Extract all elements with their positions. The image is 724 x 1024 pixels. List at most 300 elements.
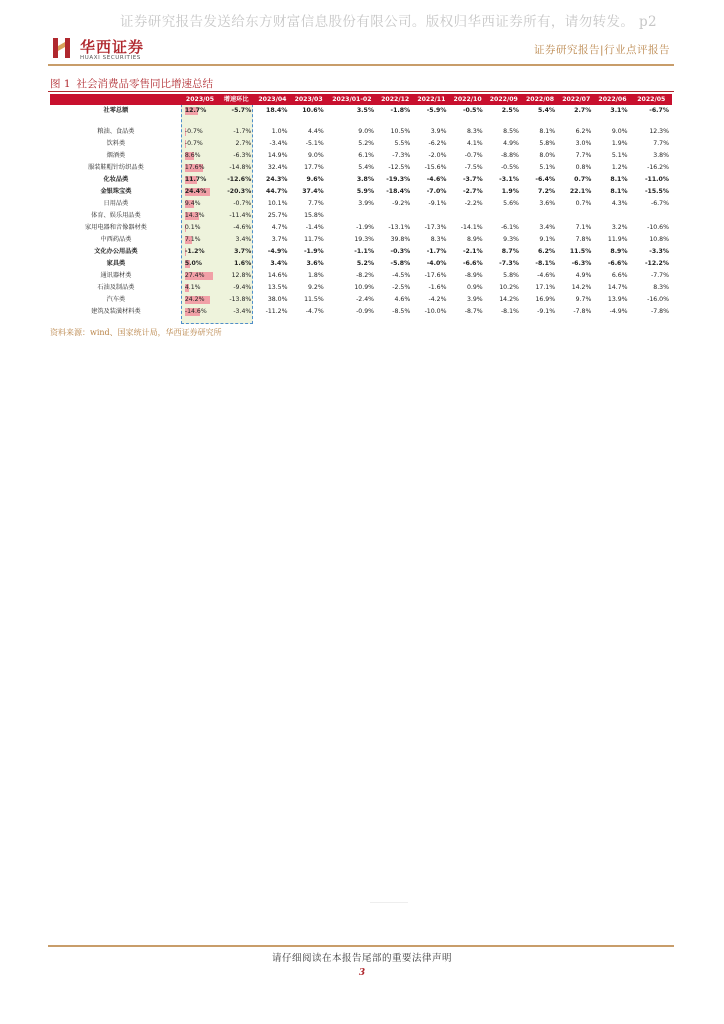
- category-label: 建筑及装潢材料类: [91, 308, 141, 315]
- value-cell: 3.6%: [306, 260, 324, 267]
- cell-value: -14.6%: [184, 308, 207, 315]
- value-cell: -11.2%: [265, 308, 288, 315]
- value-cell: 5.8%: [539, 140, 556, 147]
- yoy-may-cell: [182, 294, 218, 306]
- table-row: [50, 258, 672, 270]
- value-cell: [522, 210, 558, 222]
- category-label: 体育、娱乐用品类: [91, 212, 141, 219]
- mom-change-cell: 12.8%: [231, 272, 252, 279]
- mom-change-cell: 3.7%: [234, 248, 252, 255]
- value-cell: 10.9%: [354, 284, 375, 291]
- column-header: 2023/05: [182, 94, 218, 105]
- yoy-may-cell: [182, 126, 218, 138]
- value-cell: -6.2%: [428, 140, 447, 147]
- cell-value: 4.1%: [184, 284, 201, 291]
- cell-value: 14.3%: [184, 212, 205, 219]
- mom-change-cell: -12.6%: [227, 176, 252, 183]
- value-cell: 5.2%: [358, 140, 375, 147]
- table-row: [50, 105, 672, 117]
- value-cell: 17.7%: [304, 164, 324, 171]
- table-row: [50, 162, 672, 174]
- value-cell: -1.4%: [305, 224, 324, 231]
- value-cell: 5.1%: [539, 164, 556, 171]
- column-header: 2022/12: [377, 94, 413, 105]
- figure-title-divider: [48, 91, 674, 92]
- value-cell: 3.7%: [271, 236, 288, 243]
- cell-value: 5.0%: [184, 260, 203, 267]
- category-label: 粮油、食品类: [97, 128, 135, 135]
- value-cell: -9.2%: [392, 200, 411, 207]
- logo-en-text: HUAXI SECURITIES: [80, 55, 141, 61]
- value-cell: 15.8%: [304, 212, 324, 219]
- value-cell: -8.5%: [392, 308, 411, 315]
- table-row: [50, 126, 672, 138]
- value-cell: -12.2%: [644, 260, 669, 267]
- value-cell: -8.9%: [464, 272, 483, 279]
- value-cell: -4.9%: [267, 248, 288, 255]
- yoy-may-cell: [182, 246, 218, 258]
- value-cell: 11.9%: [607, 236, 628, 243]
- category-label: 化妆品类: [103, 176, 129, 183]
- category-label: 文化办公用品类: [94, 248, 138, 255]
- mom-change-cell: 1.6%: [234, 260, 252, 267]
- databar-wrap: [185, 270, 215, 282]
- footer-divider: [48, 945, 674, 947]
- value-cell: 1.2%: [611, 164, 628, 171]
- report-type: 证券研究报告|行业点评报告: [533, 44, 670, 56]
- value-cell: -7.0%: [426, 188, 447, 195]
- value-cell: 3.6%: [539, 200, 556, 207]
- value-cell: -6.3%: [571, 260, 592, 267]
- value-cell: 14.2%: [499, 296, 519, 303]
- table-header-row: [50, 94, 672, 105]
- table-row: [50, 186, 672, 198]
- value-cell: 8.3%: [430, 236, 447, 243]
- value-cell: 9.1%: [539, 236, 556, 243]
- table-row: [50, 150, 672, 162]
- value-cell: 10.2%: [499, 284, 519, 291]
- value-cell: [327, 210, 377, 222]
- yoy-may-cell: [182, 222, 218, 234]
- value-cell: 11.5%: [304, 296, 324, 303]
- category-label: 饮料类: [106, 140, 126, 147]
- value-cell: 10.6%: [302, 107, 324, 114]
- value-cell: [486, 210, 522, 222]
- table-row: [50, 306, 672, 318]
- value-cell: 0.7%: [574, 176, 592, 183]
- category-label: 金银珠宝类: [100, 188, 132, 195]
- yoy-may-cell: [182, 210, 218, 222]
- value-cell: 5.2%: [356, 260, 375, 267]
- value-cell: [377, 210, 413, 222]
- spacer-cell: [50, 117, 672, 126]
- table-row: [50, 198, 672, 210]
- value-cell: -11.0%: [644, 176, 669, 183]
- value-cell: 3.4%: [270, 260, 288, 267]
- value-cell: -17.6%: [424, 272, 447, 279]
- value-cell: 8.0%: [539, 152, 556, 159]
- value-cell: -15.6%: [424, 164, 447, 171]
- value-cell: 13.9%: [607, 296, 628, 303]
- value-cell: 4.3%: [611, 200, 628, 207]
- value-cell: -2.7%: [462, 188, 483, 195]
- table-row: [50, 174, 672, 186]
- databar-wrap: [185, 294, 215, 306]
- yoy-may-cell: [182, 258, 218, 270]
- value-cell: 11.5%: [569, 248, 592, 255]
- yoy-may-cell: [182, 186, 218, 198]
- value-cell: 7.7%: [575, 152, 592, 159]
- category-label: 石油及制品类: [97, 284, 135, 291]
- value-cell: -3.3%: [649, 248, 669, 255]
- huaxi-logo: [52, 36, 172, 66]
- value-cell: -5.1%: [305, 140, 324, 147]
- yoy-may-cell: [182, 105, 218, 117]
- value-cell: -0.7%: [464, 152, 483, 159]
- databar-wrap: [185, 186, 215, 198]
- value-cell: -8.7%: [464, 308, 483, 315]
- value-cell: 10.8%: [649, 236, 669, 243]
- value-cell: -7.3%: [392, 152, 411, 159]
- logo-cn-text: 华西证券: [80, 38, 145, 56]
- column-header: 2022/06: [594, 94, 630, 105]
- value-cell: -4.6%: [537, 272, 556, 279]
- value-cell: -0.3%: [390, 248, 411, 255]
- value-cell: -6.7%: [649, 107, 669, 114]
- value-cell: 5.8%: [503, 272, 519, 279]
- value-cell: -1.8%: [390, 107, 411, 114]
- spacer-row: [50, 117, 672, 126]
- value-cell: 1.8%: [307, 272, 324, 279]
- value-cell: 2.5%: [501, 107, 519, 114]
- value-cell: -0.5%: [500, 164, 519, 171]
- databar-wrap: [185, 222, 215, 234]
- value-cell: -9.1%: [428, 200, 447, 207]
- value-cell: 3.8%: [356, 176, 375, 183]
- category-label: 日用品类: [103, 200, 129, 207]
- value-cell: 37.4%: [302, 188, 324, 195]
- table-row: [50, 222, 672, 234]
- mom-change-cell: -0.7%: [233, 200, 252, 207]
- value-cell: 10.1%: [267, 200, 288, 207]
- value-cell: 7.1%: [575, 224, 592, 231]
- column-header: 2022/07: [558, 94, 594, 105]
- value-cell: 12.3%: [649, 128, 669, 135]
- yoy-may-cell: [182, 282, 218, 294]
- value-cell: 13.5%: [267, 284, 288, 291]
- faint-divider: [370, 902, 408, 903]
- value-cell: -14.1%: [460, 224, 483, 231]
- value-cell: 4.9%: [575, 272, 592, 279]
- yoy-may-cell: [182, 306, 218, 318]
- value-cell: 0.8%: [575, 164, 592, 171]
- value-cell: 6.2%: [537, 248, 556, 255]
- databar-wrap: [185, 282, 215, 294]
- value-cell: -7.3%: [499, 260, 519, 267]
- value-cell: -4.9%: [609, 308, 628, 315]
- cell-value: 11.7%: [184, 176, 207, 183]
- value-cell: -2.2%: [464, 200, 483, 207]
- mom-change-cell: -20.3%: [227, 188, 252, 195]
- value-cell: 14.2%: [571, 284, 592, 291]
- value-cell: -6.4%: [535, 176, 556, 183]
- value-cell: 8.5%: [503, 128, 519, 135]
- databar-wrap: [185, 234, 215, 246]
- column-header: 2022/05: [631, 94, 672, 105]
- yoy-may-cell: [182, 198, 218, 210]
- value-cell: -9.1%: [537, 308, 556, 315]
- value-cell: 3.2%: [611, 224, 628, 231]
- value-cell: -16.2%: [647, 164, 669, 171]
- watermark: 证券研究报告发送给东方财富信息股份有限公司。版权归华西证券所有，请勿转发。 p2: [120, 14, 658, 30]
- value-cell: 3.0%: [575, 140, 592, 147]
- column-header: 2023/01-02: [327, 94, 377, 105]
- cell-value: 0.1%: [184, 224, 201, 231]
- value-cell: 14.7%: [607, 284, 628, 291]
- value-cell: -12.5%: [388, 164, 411, 171]
- value-cell: 5.4%: [358, 164, 375, 171]
- value-cell: -4.5%: [392, 272, 411, 279]
- value-cell: 10.5%: [390, 128, 411, 135]
- value-cell: 1.9%: [501, 188, 519, 195]
- category-label: 服装鞋帽针纺织品类: [88, 164, 144, 171]
- value-cell: 9.6%: [306, 176, 324, 183]
- value-cell: 18.4%: [266, 107, 288, 114]
- cell-value: 7.1%: [184, 236, 201, 243]
- yoy-may-cell: [182, 162, 218, 174]
- value-cell: 4.7%: [271, 224, 288, 231]
- mom-change-cell: 2.7%: [235, 140, 252, 147]
- value-cell: -3.4%: [269, 140, 288, 147]
- value-cell: 0.7%: [575, 200, 592, 207]
- value-cell: 9.0%: [358, 128, 375, 135]
- category-label: 社零总额: [103, 107, 129, 114]
- value-cell: -7.5%: [464, 164, 483, 171]
- column-header: 增速环比: [218, 94, 254, 105]
- databar-wrap: [185, 258, 215, 270]
- value-cell: 1.9%: [611, 140, 628, 147]
- value-cell: 16.9%: [535, 296, 556, 303]
- table-row: [50, 138, 672, 150]
- value-cell: 8.3%: [466, 128, 483, 135]
- databar-wrap: [185, 126, 215, 138]
- value-cell: 9.3%: [503, 236, 519, 243]
- header-blank: [50, 94, 182, 105]
- table-row: [50, 234, 672, 246]
- value-cell: -6.1%: [500, 224, 519, 231]
- value-cell: -7.8%: [573, 308, 592, 315]
- column-header: 2022/10: [449, 94, 485, 105]
- value-cell: 3.8%: [653, 152, 669, 159]
- value-cell: -4.2%: [428, 296, 447, 303]
- yoy-may-cell: [182, 138, 218, 150]
- value-cell: 22.1%: [569, 188, 592, 195]
- mom-change-cell: -9.4%: [233, 284, 252, 291]
- value-cell: -2.0%: [428, 152, 447, 159]
- cell-value: -0.7%: [184, 128, 203, 135]
- value-cell: -2.4%: [356, 296, 375, 303]
- mom-change-cell: -5.7%: [231, 107, 252, 114]
- value-cell: -2.5%: [392, 284, 411, 291]
- value-cell: -4.0%: [426, 260, 447, 267]
- value-cell: 5.6%: [503, 200, 519, 207]
- category-label: 通讯器材类: [100, 272, 132, 279]
- value-cell: 11.7%: [304, 236, 324, 243]
- cell-value: 27.4%: [184, 272, 205, 279]
- column-header: 2023/03: [291, 94, 327, 105]
- cell-value: 12.7%: [184, 107, 207, 114]
- table-row: [50, 282, 672, 294]
- value-cell: -13.1%: [388, 224, 411, 231]
- value-cell: 3.9%: [358, 200, 375, 207]
- value-cell: -5.9%: [426, 107, 447, 114]
- databar-wrap: [185, 174, 215, 186]
- value-cell: 14.9%: [267, 152, 288, 159]
- mom-change-cell: -3.4%: [233, 308, 252, 315]
- value-cell: -10.6%: [647, 224, 669, 231]
- value-cell: 44.7%: [266, 188, 288, 195]
- value-cell: [594, 210, 630, 222]
- databar-wrap: [185, 162, 215, 174]
- table-row: [50, 270, 672, 282]
- value-cell: -8.1%: [535, 260, 556, 267]
- databar-wrap: [185, 210, 215, 222]
- legal-disclaimer: 请仔细阅读在本报告尾部的重要法律声明: [271, 953, 452, 964]
- figure-title: [50, 76, 219, 91]
- column-header: 2022/09: [486, 94, 522, 105]
- value-cell: -19.3%: [386, 176, 411, 183]
- value-cell: -8.2%: [356, 272, 375, 279]
- value-cell: -1.9%: [303, 248, 324, 255]
- category-label: 中西药品类: [100, 236, 132, 243]
- value-cell: -1.6%: [428, 284, 447, 291]
- value-cell: -3.1%: [499, 176, 519, 183]
- value-cell: -17.3%: [424, 224, 447, 231]
- mom-change-cell: -6.3%: [233, 152, 252, 159]
- value-cell: 8.3%: [653, 284, 669, 291]
- cell-value: 9.4%: [184, 200, 201, 207]
- value-cell: 8.7%: [501, 248, 519, 255]
- value-cell: 1.0%: [271, 128, 288, 135]
- value-cell: 17.1%: [535, 284, 556, 291]
- value-cell: 7.8%: [575, 236, 592, 243]
- mom-change-cell: -13.8%: [229, 296, 252, 303]
- header-divider: [48, 64, 674, 66]
- value-cell: 5.1%: [611, 152, 628, 159]
- cell-value: 24.2%: [184, 296, 205, 303]
- value-cell: 9.7%: [575, 296, 592, 303]
- huaxi-logo-icon: [52, 36, 72, 60]
- cell-value: 24.4%: [184, 188, 207, 195]
- value-cell: -7.8%: [651, 308, 669, 315]
- databar-wrap: [185, 150, 215, 162]
- source-note: 资料来源：wind、国家统计局，华西证券研究所: [50, 328, 222, 337]
- value-cell: 7.7%: [307, 200, 324, 207]
- value-cell: 8.9%: [610, 248, 628, 255]
- value-cell: 4.1%: [466, 140, 483, 147]
- value-cell: 0.9%: [466, 284, 483, 291]
- value-cell: -4.6%: [426, 176, 447, 183]
- value-cell: 5.4%: [537, 107, 556, 114]
- value-cell: -1.7%: [426, 248, 447, 255]
- yoy-may-cell: [182, 174, 218, 186]
- page-number: 3: [358, 968, 366, 978]
- cell-value: 8.6%: [184, 152, 201, 159]
- column-header: 2023/04: [254, 94, 290, 105]
- category-label: 汽车类: [106, 296, 126, 303]
- value-cell: -10.0%: [424, 308, 447, 315]
- value-cell: -18.4%: [386, 188, 411, 195]
- value-cell: -0.5%: [462, 107, 483, 114]
- value-cell: 38.0%: [267, 296, 288, 303]
- databar-wrap: [185, 306, 215, 318]
- retail-sales-table: [50, 94, 672, 318]
- yoy-may-cell: [182, 270, 218, 282]
- value-cell: 5.9%: [356, 188, 375, 195]
- value-cell: -4.7%: [305, 308, 324, 315]
- value-cell: 8.9%: [466, 236, 483, 243]
- value-cell: 3.9%: [466, 296, 483, 303]
- value-cell: 24.3%: [266, 176, 288, 183]
- table-row: [50, 294, 672, 306]
- value-cell: 19.3%: [354, 236, 375, 243]
- value-cell: [558, 210, 594, 222]
- databar-wrap: [185, 138, 215, 150]
- value-cell: -7.7%: [651, 272, 669, 279]
- value-cell: 6.6%: [611, 272, 628, 279]
- value-cell: 9.0%: [307, 152, 324, 159]
- table-row: [50, 210, 672, 222]
- value-cell: 4.9%: [503, 140, 519, 147]
- value-cell: 39.8%: [390, 236, 411, 243]
- value-cell: 5.5%: [394, 140, 411, 147]
- value-cell: [449, 210, 485, 222]
- value-cell: -6.6%: [462, 260, 483, 267]
- category-label: 家具类: [106, 260, 126, 267]
- value-cell: 8.1%: [539, 128, 556, 135]
- yoy-may-cell: [182, 150, 218, 162]
- mom-change-cell: -4.6%: [233, 224, 252, 231]
- mom-change-cell: 3.4%: [235, 236, 252, 243]
- value-cell: 8.1%: [610, 176, 628, 183]
- value-cell: -1.9%: [356, 224, 375, 231]
- value-cell: 25.7%: [267, 212, 288, 219]
- cell-value: -0.7%: [184, 140, 203, 147]
- figure-label: 图 1: [50, 78, 71, 90]
- value-cell: -6.6%: [607, 260, 628, 267]
- value-cell: -8.1%: [500, 308, 519, 315]
- value-cell: -5.8%: [390, 260, 411, 267]
- value-cell: 32.4%: [267, 164, 288, 171]
- value-cell: -16.0%: [647, 296, 669, 303]
- value-cell: 3.5%: [356, 107, 375, 114]
- value-cell: 7.2%: [537, 188, 556, 195]
- category-label: 家用电器和音像器材类: [84, 224, 147, 231]
- value-cell: -0.9%: [356, 308, 375, 315]
- value-cell: [413, 210, 449, 222]
- value-cell: 3.1%: [610, 107, 628, 114]
- value-cell: 3.4%: [539, 224, 556, 231]
- yoy-may-cell: [182, 234, 218, 246]
- table-row: [50, 246, 672, 258]
- databar-wrap: [185, 198, 215, 210]
- value-cell: -8.8%: [500, 152, 519, 159]
- mom-change-cell: -1.7%: [233, 128, 252, 135]
- value-cell: -2.1%: [462, 248, 483, 255]
- category-label: 烟酒类: [106, 152, 126, 159]
- value-cell: 8.1%: [610, 188, 628, 195]
- value-cell: -15.5%: [644, 188, 669, 195]
